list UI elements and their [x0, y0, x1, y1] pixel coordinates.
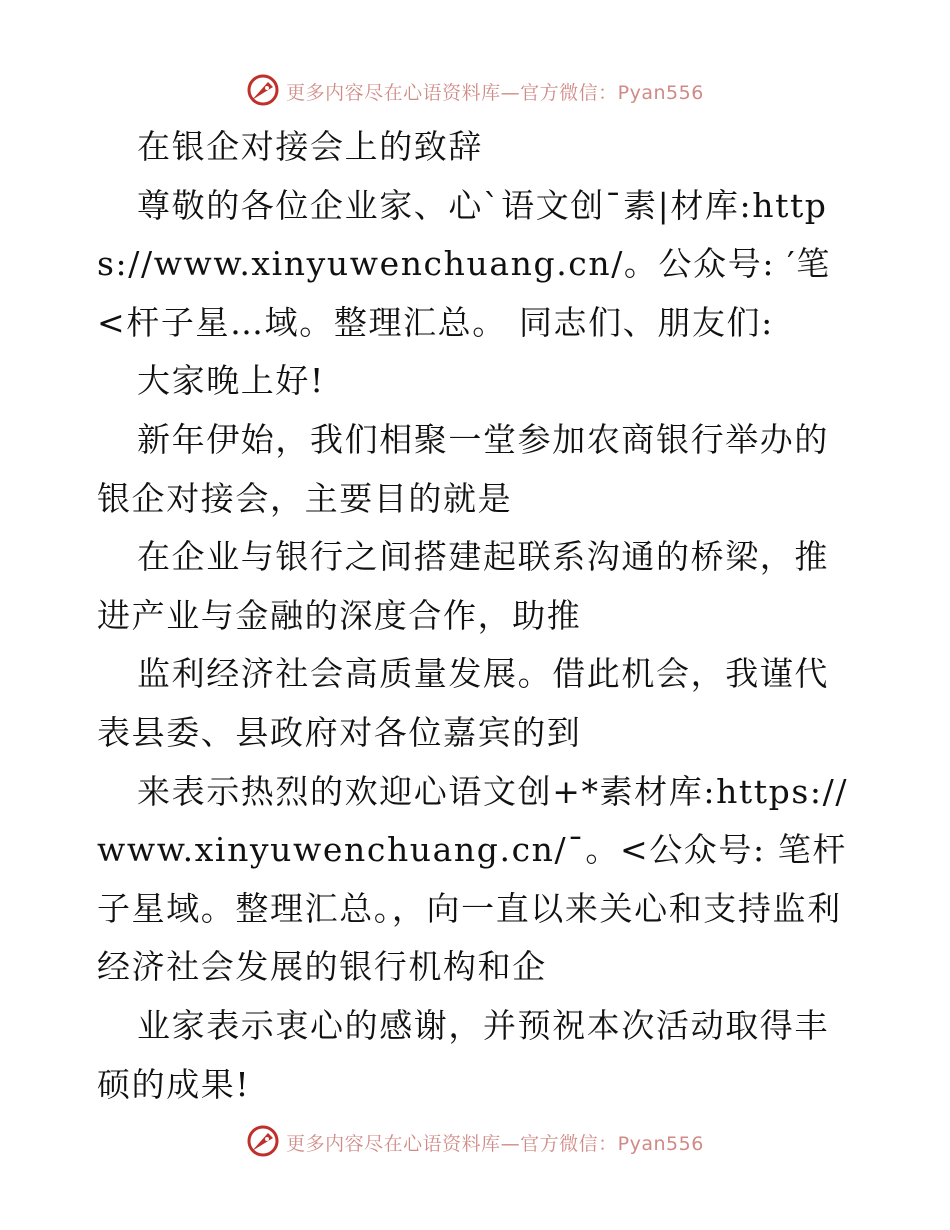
paragraph: 尊敬的各位企业家、心`语文创¯素|材库:https://www.xinyuwenchuang.cn/。公众号: ′笔<杆子星…域。整理汇总。 同志们、朋友们:: [97, 185, 831, 342]
paragraph: 在企业与银行之间搭建起联系沟通的桥梁，推进产业与金融的深度合作，助推: [97, 537, 829, 635]
pen-nib-logo-icon: [246, 1124, 280, 1158]
watermark-text: 更多内容尽在心语资料库—官方微信：Pyan556: [286, 81, 704, 104]
pen-nib-logo-icon: [246, 73, 280, 107]
paragraph: 监利经济社会高质量发展。借此机会，我谨代表县委、县政府对各位嘉宾的到: [97, 654, 829, 752]
paragraph: 新年伊始，我们相聚一堂参加农商银行举办的银企对接会，主要目的就是: [97, 419, 829, 518]
document-body: [97, 118, 857, 1114]
paragraph: 大家晚上好!: [137, 361, 325, 401]
document-title: 在银企对接会上的致辞: [137, 127, 483, 166]
watermark-text: 更多内容尽在心语资料库—官方微信：Pyan556: [286, 1132, 704, 1155]
watermark-banner-top: [0, 70, 950, 110]
watermark-banner-bottom: [0, 1121, 950, 1161]
paragraph: 来表示热烈的欢迎心语文创+*素材库:https://www.xinyuwenchuang.cn/¯。<公众号: 笔杆子星域。整理汇总。，向一直以来关心和支持监利经济社会发展的银行机构和企: [97, 771, 849, 987]
paragraph: 业家表示衷心的感谢，并预祝本次活动取得丰硕的成果!: [97, 1005, 829, 1104]
